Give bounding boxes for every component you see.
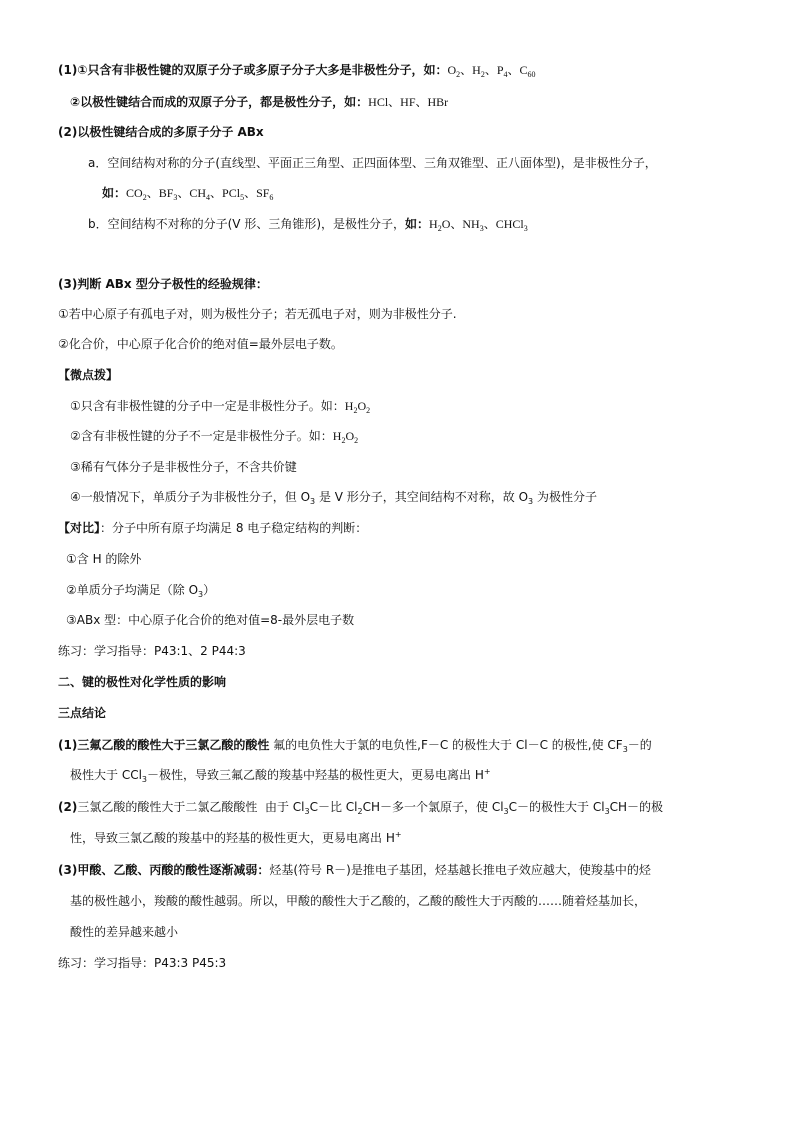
section-3-title: (3)判断 ABx 型分子极性的经验规律：	[58, 277, 268, 291]
conclusion-1-bold: (1)三氟乙酸的酸性大于三氯乙酸的酸性	[58, 738, 270, 752]
conclusion-3-bold: (3)甲酸、乙酸、丙酸的酸性逐渐减弱：	[58, 863, 270, 877]
line-1-1-examples: $O_2$、$H_2$、$P_4$、$C_{60}$	[447, 63, 536, 79]
item-b: b．空间结构不对称的分子(V 形、三角锥形)，是极性分子，如：$H_2O$、$NH_3$、CHCl$_3$	[88, 217, 528, 233]
tips-heading: 【微点拨】	[58, 368, 119, 382]
compare-line	[58, 520, 367, 536]
conclusion-3-text: 烃基(符号 R－)是推电子基团，烃基越长推电子效应越大，使羧基中的烃	[269, 863, 651, 877]
item-a: a．空间结构对称的分子(直线型、平面正三角型、正四面体型、三角双锥型、正八面体型)，是非极性分子，	[88, 156, 657, 170]
practice-2: 练习：学习指导：P43:3 P45:3	[58, 956, 227, 970]
conclusion-2-bold: (2)	[58, 800, 78, 814]
line-2-title: (2)以极性键结合成的多原子分子 ABx	[58, 125, 264, 139]
conclusion-3	[58, 862, 651, 878]
item-a-example-label: 如：	[102, 186, 127, 200]
line-1-2-bold: ②以极性键结合而成的双原子分子，都是极性分子，如：	[70, 95, 369, 109]
compare-heading: 【对比】	[58, 521, 101, 535]
line-1-2-examples: HCl、HF、HBr	[368, 95, 449, 109]
tip-3: ③稀有气体分子是非极性分子，不含共价键	[70, 460, 297, 474]
section-2-title: 二、键的极性对化学性质的影响	[58, 675, 227, 689]
practice-1: 练习：学习指导：P43:1、2 P44:3	[58, 644, 246, 658]
rule-1: ①若中心原子有孤电子对，则为极性分子；若无孤电子对，则为非极性分子.	[58, 307, 457, 321]
item-b-text: b．空间结构不对称的分子(V 形、三角锥形)，是极性分子，	[88, 217, 406, 231]
conclusion-1-cont: 极性大于 CCl$_3$－极性，导致三氟乙酸的羧基中羟基的极性更大，更易电离出 H+	[70, 767, 491, 784]
tip-2: ②含有非极性键的分子不一定是非极性分子。如：$H_2O_2$	[70, 429, 359, 445]
conclusion-3-cont-2: 酸性的差异越来越小	[70, 925, 179, 939]
tip-4: ④一般情况下，单质分子为非极性分子，但 $O_3$ 是 V 形分子，其空间结构不对称，故 $O_3$ 为极性分子	[70, 490, 597, 506]
section-2-subtitle: 三点结论	[58, 706, 107, 720]
line-1-1	[58, 62, 536, 78]
conclusion-2-cont: 性，导致三氯乙酸的羧基中的羟基的极性更大，更易电离出 H+	[70, 830, 402, 845]
rule-2: ②化合价，中心原子化合价的绝对值=最外层电子数。	[58, 337, 343, 351]
line-1-2	[70, 94, 448, 110]
item-a-examples: 如：$CO_2$、$BF_3$、$CH_4$、PCl$_5$、$SF_6$	[102, 186, 274, 202]
item-b-example-label: 如：	[405, 217, 430, 231]
conclusion-3-cont-1: 基的极性越小，羧酸的酸性越弱。所以，甲酸的酸性大于乙酸的，乙酸的酸性大于丙酸的……随着烃基加长，	[70, 894, 647, 908]
compare-item-1: ①含 H 的除外	[66, 552, 142, 566]
compare-item-3: ③ABx 型：中心原子化合价的绝对值=8-最外层电子数	[66, 613, 355, 627]
compare-text: ：分子中所有原子均满足 8 电子稳定结构的判断：	[100, 521, 368, 535]
line-1-1-bold: (1)①只含有非极性键的双原子分子或多原子分子大多是非极性分子，如：	[58, 63, 448, 77]
tip-1: ①只含有非极性键的分子中一定是非极性分子。如：$H_2O_2$	[70, 399, 371, 415]
conclusion-2: (2)三氯乙酸的酸性大于二氯乙酸酸性 由于 $Cl_3C-$比 $Cl_2CH-$多一个氯原子，使 $Cl_3C-$的极性大于 $Cl_3CH-$的极	[58, 800, 664, 816]
compare-item-2: ②单质分子均满足（除 $O_3$）	[66, 583, 216, 599]
conclusion-1: (1)三氟乙酸的酸性大于三氯乙酸的酸性 氟的电负性大于氯的电负性,F－C 的极性大于 Cl－C 的极性,使 $CF_3-$的	[58, 738, 652, 754]
